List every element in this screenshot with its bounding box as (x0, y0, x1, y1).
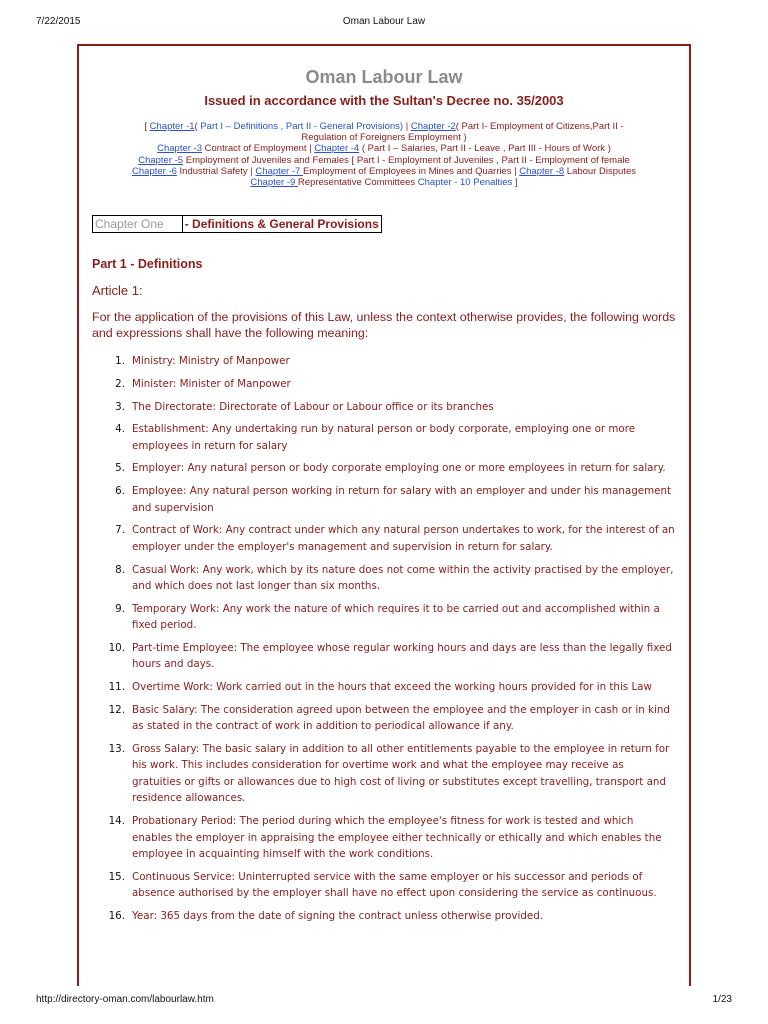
toc-text: Labour Disputes (564, 165, 636, 177)
print-header (36, 16, 732, 30)
document-subtitle: Issued in accordance with the Sultan's Decree no. 35/2003 (204, 93, 564, 108)
toc-text: Contract of Employment | (202, 143, 315, 155)
toc-link-chapter-2[interactable]: Chapter -2 (410, 121, 456, 132)
toc-line-4 (92, 155, 676, 166)
definition-number: 7. (115, 524, 125, 537)
print-date: 7/22/2015 (36, 16, 81, 27)
definition-number: 8. (115, 563, 125, 576)
definition-text: Ministry: Ministry of Manpower (132, 355, 290, 368)
article-heading: Article 1: (92, 283, 143, 299)
definition-item (92, 460, 676, 477)
part-heading: Part 1 - Definitions (92, 257, 203, 272)
document-frame (77, 44, 691, 986)
toc-text: | (403, 121, 411, 132)
chapter-title: - Definitions & General Provisions (184, 217, 379, 232)
toc-text: [ (144, 121, 150, 132)
toc-link-chapter-7[interactable]: Chapter -7 (255, 165, 303, 177)
table-of-contents (92, 121, 676, 188)
toc-line-2: Regulation of Foreigners Employment ) (301, 132, 467, 144)
print-title: Oman Labour Law (342, 16, 426, 27)
definition-number: 5. (115, 462, 125, 475)
definition-text: Year: 365 days from the date of signing the contract unless otherwise provided. (132, 910, 544, 923)
toc-link-chapter-3[interactable]: Chapter -3 (157, 143, 203, 155)
page-number: 1/23 (712, 994, 732, 1005)
toc-line-3 (92, 143, 676, 154)
toc-text: Part I – Definitions , Part II - General Provisions) (200, 121, 404, 132)
definition-text: Casual Work: Any work, which by its nature does not come within the activity practised by the employer, and which does not last longer than six months. (132, 563, 674, 593)
toc-text: Part I- Employment of Citizens,Part II - (461, 121, 624, 132)
toc-link-chapter-8[interactable]: Chapter -8 (519, 165, 565, 177)
definition-item (92, 869, 676, 902)
toc-link-chapter-5[interactable]: Chapter -5 (138, 154, 184, 166)
definition-number: 13. (108, 742, 125, 755)
definition-item (92, 399, 676, 416)
definition-text: Continuous Service: Uninterrupted service with the same employer or his successor and periods of absence authorised by the employer shall have no effect upon considering the service as continuous. (132, 870, 657, 900)
toc-text: ( Part I – Salaries, Part II - Leave , Part III - Hours of Work ) (359, 143, 611, 155)
toc-line-6 (92, 177, 676, 188)
definition-item (92, 601, 676, 634)
toc-text: Industrial Safety | (176, 165, 256, 177)
definition-number: 10. (108, 641, 125, 654)
definition-text: Overtime Work: Work carried out in the hours that exceed the working hours provided for in this Law (132, 681, 652, 694)
definition-item (92, 562, 676, 595)
toc-text: Representative Committees (297, 177, 418, 189)
toc-link-chapter-6[interactable]: Chapter -6 (132, 165, 177, 177)
definition-number: 4. (115, 423, 125, 436)
intro-paragraph: For the application of the provisions of this Law, unless the context otherwise provides, the following words and expressions shall have the following meaning: (92, 310, 676, 341)
toc-link-chapter-4[interactable]: Chapter -4 (314, 143, 360, 155)
toc-text: Employment of Juveniles and Females [ (183, 154, 357, 166)
definition-text: Employer: Any natural person or body corporate employing one or more employees in return for salary. (132, 462, 666, 475)
definition-text: Basic Salary: The consideration agreed upon between the employee and the employer in cash or in kind as stated in the contract of work in addition to periodical allowance if any. (132, 703, 670, 733)
definition-item (92, 421, 676, 454)
definition-item (92, 640, 676, 673)
definition-item (92, 741, 676, 807)
definition-number: 11. (108, 681, 125, 694)
print-url: http://directory-oman.com/labourlaw.htm (36, 994, 214, 1005)
toc-text: Part I - Employment of Juveniles , Part II - Employment of female (356, 154, 630, 166)
definition-item (92, 483, 676, 516)
definition-text: Temporary Work: Any work the nature of which requires it to be carried out and accomplished within a fixed period. (132, 602, 660, 632)
definition-item (92, 908, 676, 925)
definition-number: 15. (108, 870, 125, 883)
definition-item (92, 679, 676, 696)
definition-text: Probationary Period: The period during which the employee's fitness for work is tested and which enables the employer in appraising the employee either technically or ethically and which enables the employee in acquainting himself with the work conditions. (132, 815, 662, 861)
definition-number: 2. (115, 377, 125, 390)
definition-item (92, 702, 676, 735)
definition-item (92, 376, 676, 393)
chapter-label: Chapter One (93, 216, 183, 232)
definitions-list (92, 353, 676, 924)
document-title: Oman Labour Law (305, 67, 463, 87)
definition-item (92, 813, 676, 863)
toc-link-chapter-1[interactable]: Chapter -1 (149, 121, 195, 132)
toc-text: ] (512, 177, 518, 189)
print-footer (36, 994, 732, 1008)
definition-number: 12. (108, 703, 125, 716)
definition-number: 9. (115, 602, 125, 615)
toc-line-5 (92, 166, 676, 177)
definition-item (92, 353, 676, 370)
toc-link-chapter-9[interactable]: Chapter -9 (250, 177, 298, 189)
definition-text: Employee: Any natural person working in return for salary with an employer and under his management and supervision (132, 485, 672, 514)
chapter-heading (92, 215, 382, 233)
toc-text: ( (455, 121, 462, 132)
toc-text: Employment of Employees in Mines and Quarries | (302, 165, 520, 177)
toc-text: ( (194, 121, 201, 132)
definition-text: Gross Salary: The basic salary in addition to all other entitlements payable to the employee in return for his work. This includes consideration for overtime work and what the employee may receive as gratuities or gifts or allowances due to high cost of living or substitutes except travelling, transport and residence allowances. (132, 742, 670, 805)
definition-text: Establishment: Any undertaking run by natural person or body corporate, employing one or more employees in return for salary (132, 423, 636, 452)
definition-item (92, 522, 676, 555)
definition-text: The Directorate: Directorate of Labour or Labour office or its branches (132, 400, 494, 413)
toc-line-1 (92, 121, 676, 132)
definition-number: 1. (115, 355, 125, 368)
definition-text: Part-time Employee: The employee whose regular working hours and days are less than the legally fixed hours and days. (132, 641, 672, 671)
toc-link-chapter-10[interactable]: Chapter - 10 Penalties (417, 177, 513, 189)
definition-text: Contract of Work: Any contract under which any natural person undertakes to work, for the interest of an employer under the employer's management and supervision in return for salary. (132, 524, 675, 553)
definition-number: 14. (108, 815, 125, 828)
definition-number: 3. (115, 400, 125, 413)
definition-text: Minister: Minister of Manpower (132, 377, 291, 390)
definition-number: 6. (115, 485, 125, 498)
definition-number: 16. (108, 910, 125, 923)
